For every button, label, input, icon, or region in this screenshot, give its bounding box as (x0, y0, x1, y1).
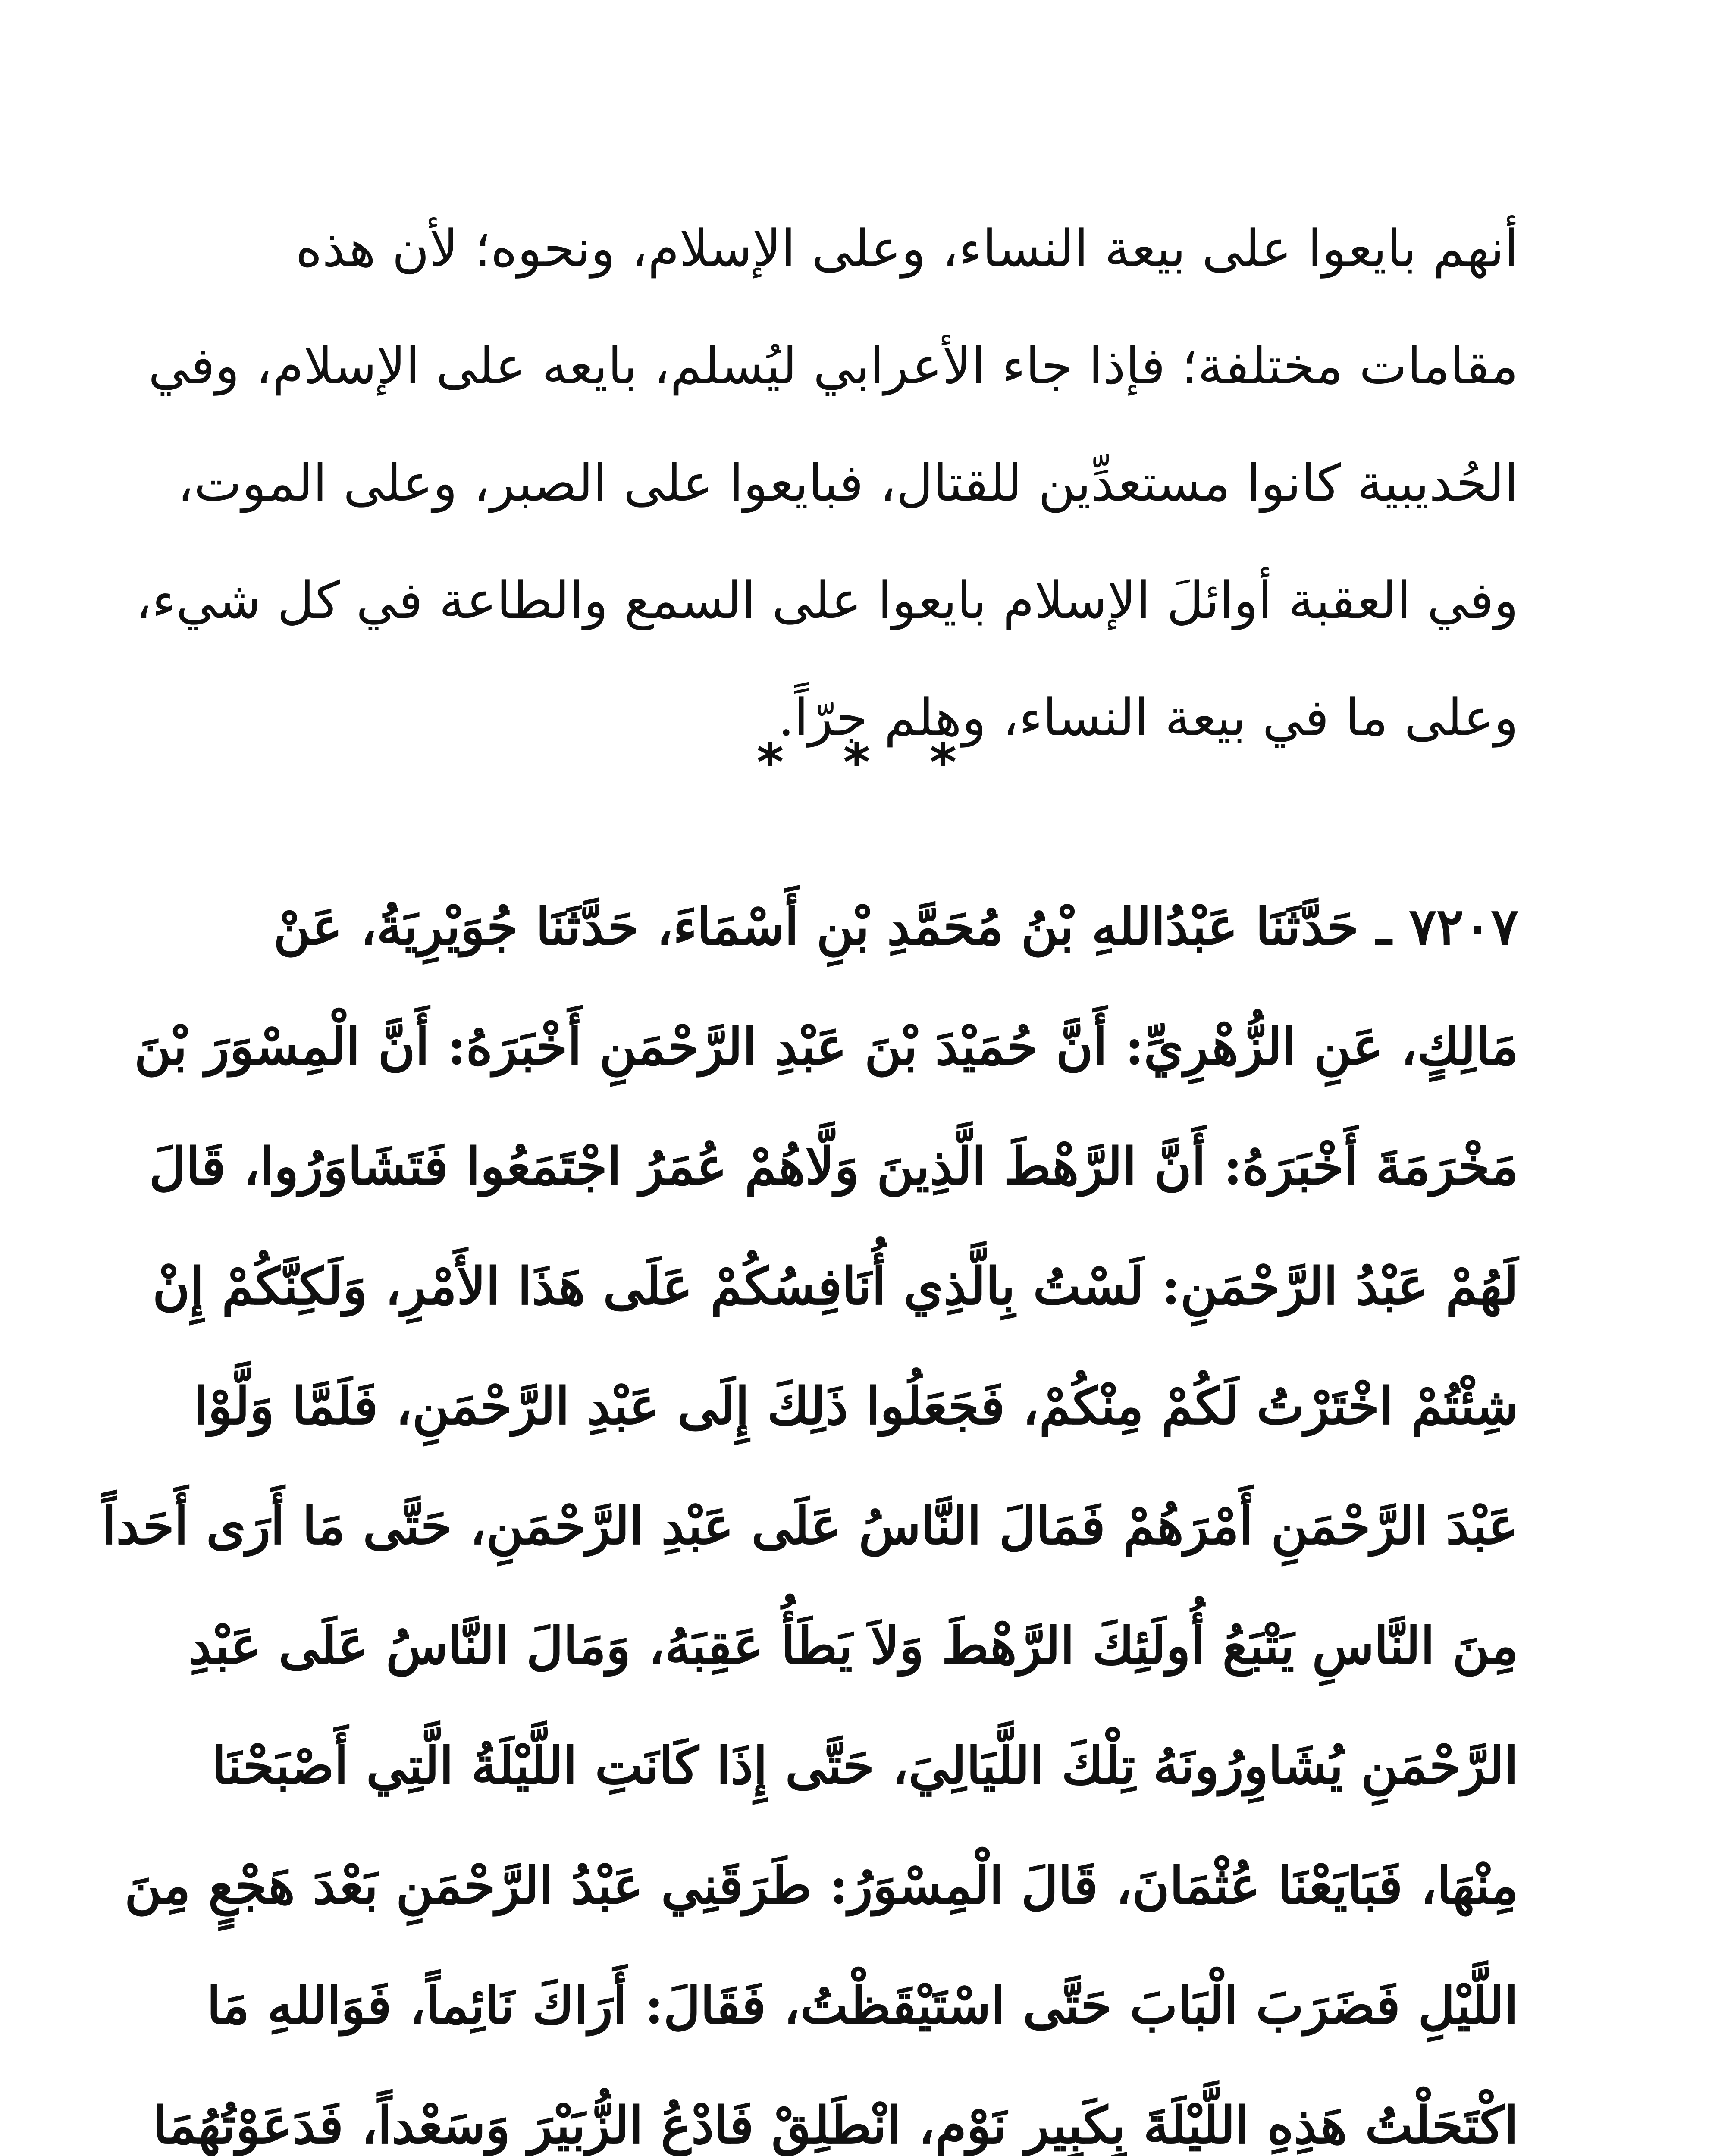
commentary-paragraph (135, 190, 1518, 776)
hadith-line: مَالِكٍ، عَنِ الزُّهْرِيِّ: أَنَّ حُمَيْدَ بْنَ عَبْدِ الرَّحْمَنِ أَخْبَرَهُ: أَنَّ الْمِسْوَرَ بْنَ (134, 1016, 1518, 1076)
hadith-line: لَهُمْ عَبْدُ الرَّحْمَنِ: لَسْتُ بِالَّذِي أُنَافِسُكُمْ عَلَى هَذَا الأَمْرِ، وَلَكِنَّكُمْ إِنْ (152, 1256, 1518, 1316)
hadith-line: مَخْرَمَةَ أَخْبَرَهُ: أَنَّ الرَّهْطَ الَّذِينَ وَلَّاهُمْ عُمَرُ اجْتَمَعُوا فَتَشَاوَرُوا، قَالَ (149, 1136, 1518, 1196)
commentary-line: أنهم بايعوا على بيعة النساء، وعلى الإسلام، ونحوه؛ لأن هذه (295, 219, 1518, 278)
hadith-line: عَبْدَ الرَّحْمَنِ أَمْرَهُمْ فَمَالَ النَّاسُ عَلَى عَبْدِ الرَّحْمَنِ، حَتَّى مَا أَرَى أَحَداً (102, 1496, 1518, 1556)
commentary-line: وفي العقبة أوائلَ الإسلام بايعوا على السمع والطاعة في كل شيء، (135, 570, 1518, 630)
commentary-line: مقامات مختلفة؛ فإذا جاء الأعرابي ليُسلم، بايعه على الإسلام، وفي (148, 336, 1518, 395)
hadith-line: الرَّحْمَنِ يُشَاوِرُونَهُ تِلْكَ اللَّيَالِيَ، حَتَّى إِذَا كَانَتِ اللَّيْلَةُ الَّتِي أَصْبَحْنَا (212, 1736, 1518, 1796)
hadith-paragraph (102, 867, 1518, 2156)
hadith-line: ٧٢٠٧ ـ حَدَّثَنَا عَبْدُاللهِ بْنُ مُحَمَّدِ بْنِ أَسْمَاءَ، حَدَّثَنَا جُوَيْرِيَةُ، عَنْ (273, 896, 1518, 956)
hadith-line: مِنَ النَّاسِ يَتْبَعُ أُولَئِكَ الرَّهْطَ وَلاَ يَطَأُ عَقِبَهُ، وَمَالَ النَّاسُ عَلَى عَبْدِ (188, 1616, 1518, 1676)
hadith-line: شِئْتُمْ اخْتَرْتُ لَكُمْ مِنْكُمْ، فَجَعَلُوا ذَلِكَ إِلَى عَبْدِ الرَّحْمَنِ، فَلَمَّا وَلَّوْا (194, 1376, 1518, 1436)
commentary-line: وعلى ما في بيعة النساء، وهلم جرّاً. (778, 688, 1518, 747)
hadith-line: اللَّيْلِ فَضَرَبَ الْبَابَ حَتَّى اسْتَيْقَظْتُ، فَقَالَ: أَرَاكَ نَائِماً، فَوَاللهِ مَا (207, 1975, 1518, 2035)
hadith-line: مِنْهَا، فَبَايَعْنَا عُثْمَانَ، قَالَ الْمِسْوَرُ: طَرَقَنِي عَبْدُ الرَّحْمَنِ بَعْدَ هَجْعٍ مِنَ (124, 1855, 1518, 1915)
hadith-line: اكْتَحَلْتُ هَذِهِ اللَّيْلَةَ بِكَبِيرِ نَوْمٍ، انْطَلِقْ فَادْعُ الزُّبَيْرَ وَسَعْداً، فَدَعَوْتُهُمَا (153, 2095, 1518, 2155)
commentary-line: الحُديبية كانوا مستعدِّين للقتال، فبايعوا على الصبر، وعلى الموت، (177, 453, 1518, 513)
section-separator: * * * (756, 733, 978, 793)
